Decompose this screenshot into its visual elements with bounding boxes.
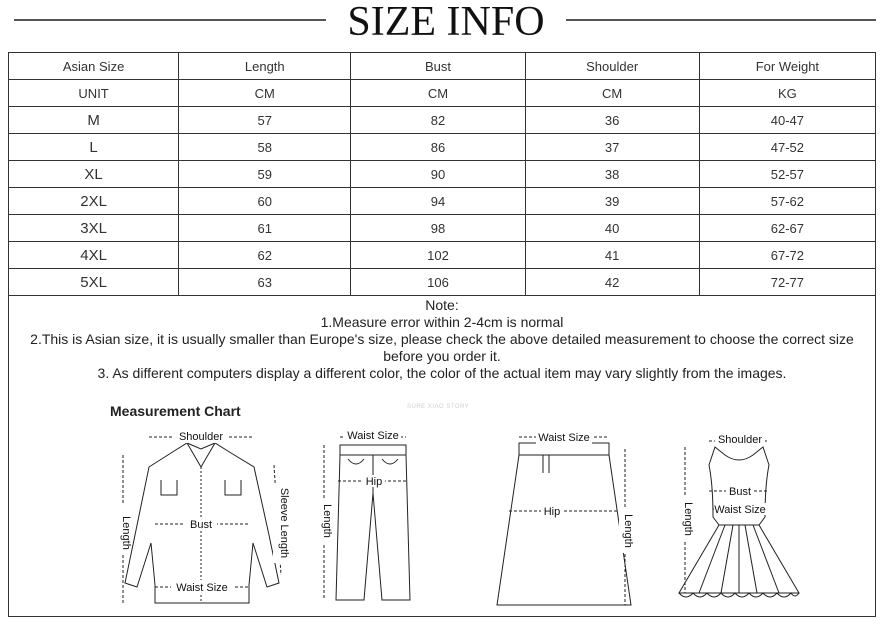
bust-cell: 102 <box>351 242 525 269</box>
shoulder-cell: 39 <box>525 188 699 215</box>
size-cell: XL <box>9 161 179 188</box>
title-rule-right <box>566 19 876 21</box>
dress-length-label: Length <box>682 502 694 536</box>
bust-cell: 90 <box>351 161 525 188</box>
length-cell: 61 <box>179 215 351 242</box>
weight-cell: 40-47 <box>699 107 875 134</box>
table-row <box>9 107 876 134</box>
dress-pleat <box>699 525 725 593</box>
dress-pleat <box>721 525 733 593</box>
skirt-waist-label: Waist Size <box>538 432 590 444</box>
skirt-waistband <box>519 443 609 455</box>
shirt-pocket <box>161 480 177 495</box>
table-row <box>9 188 876 215</box>
skirt-diagram <box>489 427 639 617</box>
shirt-shoulder-label: Shoulder <box>178 431 224 443</box>
weight-cell: 57-62 <box>699 188 875 215</box>
pants-pocket <box>348 459 364 464</box>
shoulder-cell: 38 <box>525 161 699 188</box>
pants-hip-label: Hip <box>365 476 383 488</box>
shirt-diagram <box>109 425 289 620</box>
header-shoulder: Shoulder <box>525 53 699 80</box>
unit-cell: CM <box>525 80 699 107</box>
dress-pleat <box>753 525 779 593</box>
weight-cell: 62-67 <box>699 215 875 242</box>
shoulder-cell: 37 <box>525 134 699 161</box>
bust-cell: 94 <box>351 188 525 215</box>
table-row <box>9 215 876 242</box>
title-bar <box>0 0 888 48</box>
bust-cell: 98 <box>351 215 525 242</box>
pants-diagram <box>314 425 424 620</box>
length-cell: 60 <box>179 188 351 215</box>
note-line-1: 1.Measure error within 2-4cm is normal <box>320 314 564 330</box>
bust-cell: 86 <box>351 134 525 161</box>
weight-cell: 72-77 <box>699 269 875 296</box>
header-for-weight: For Weight <box>699 53 875 80</box>
bust-cell: 82 <box>351 107 525 134</box>
dress-hem <box>679 593 799 597</box>
header-length: Length <box>179 53 351 80</box>
pants-pocket <box>382 459 398 464</box>
size-cell: M <box>9 107 179 134</box>
unit-cell: CM <box>351 80 525 107</box>
unit-cell: CM <box>179 80 351 107</box>
shirt-waist-label: Waist Size <box>176 582 228 594</box>
bust-cell: 106 <box>351 269 525 296</box>
measurement-chart-title: Measurement Chart <box>110 403 241 419</box>
table-row <box>9 161 876 188</box>
table-header-row <box>9 53 876 80</box>
note-line-2: 2.This is Asian size, it is usually smaller than Europe's size, please check the above detailed measurement to choose the correct size before you order it. <box>30 331 854 364</box>
size-cell: L <box>9 134 179 161</box>
note-title: Note: <box>425 297 459 313</box>
dress-bust-label: Bust <box>728 486 752 498</box>
shirt-sleeve-label: Sleeve Length <box>278 487 290 559</box>
shirt-collar <box>187 443 215 467</box>
table-row <box>9 134 876 161</box>
size-cell: 2XL <box>9 188 179 215</box>
shirt-length-label: Length <box>120 516 132 550</box>
size-cell: 5XL <box>9 269 179 296</box>
size-table <box>8 52 876 296</box>
measurement-chart <box>9 395 875 615</box>
length-cell: 62 <box>179 242 351 269</box>
title-rule-left <box>14 19 326 21</box>
page-title: SIZE INFO <box>347 0 545 45</box>
weight-cell: 52-57 <box>699 161 875 188</box>
table-units-row <box>9 80 876 107</box>
weight-cell: 47-52 <box>699 134 875 161</box>
dress-pleat <box>745 525 757 593</box>
dress-diagram <box>669 425 809 620</box>
shirt-pocket <box>225 480 241 495</box>
shoulder-cell: 41 <box>525 242 699 269</box>
shoulder-cell: 36 <box>525 107 699 134</box>
pants-waist-label: Waist Size <box>347 430 399 442</box>
unit-cell: UNIT <box>9 80 179 107</box>
size-cell: 4XL <box>9 242 179 269</box>
table-row <box>9 269 876 296</box>
length-cell: 58 <box>179 134 351 161</box>
dress-shoulder-label: Shoulder <box>717 434 763 446</box>
header-asian-size: Asian Size <box>9 53 179 80</box>
skirt-length-label: Length <box>622 514 634 548</box>
pants-waistband <box>340 445 406 455</box>
watermark: SURE XIAO STORY <box>407 404 470 410</box>
shirt-bust-label: Bust <box>189 519 213 531</box>
length-cell: 57 <box>179 107 351 134</box>
dress-waist-label: Waist Size <box>714 504 766 516</box>
pants-length-label: Length <box>321 504 333 538</box>
unit-cell: KG <box>699 80 875 107</box>
notes-panel <box>8 295 876 617</box>
table-row <box>9 242 876 269</box>
skirt-outline <box>497 455 631 605</box>
length-cell: 59 <box>179 161 351 188</box>
header-bust: Bust <box>351 53 525 80</box>
weight-cell: 67-72 <box>699 242 875 269</box>
note-line-3: 3. As different computers display a different color, the color of the actual item may vary slightly from the images. <box>97 365 787 381</box>
shoulder-cell: 42 <box>525 269 699 296</box>
length-cell: 63 <box>179 269 351 296</box>
shoulder-cell: 40 <box>525 215 699 242</box>
size-cell: 3XL <box>9 215 179 242</box>
skirt-hip-label: Hip <box>543 506 561 518</box>
